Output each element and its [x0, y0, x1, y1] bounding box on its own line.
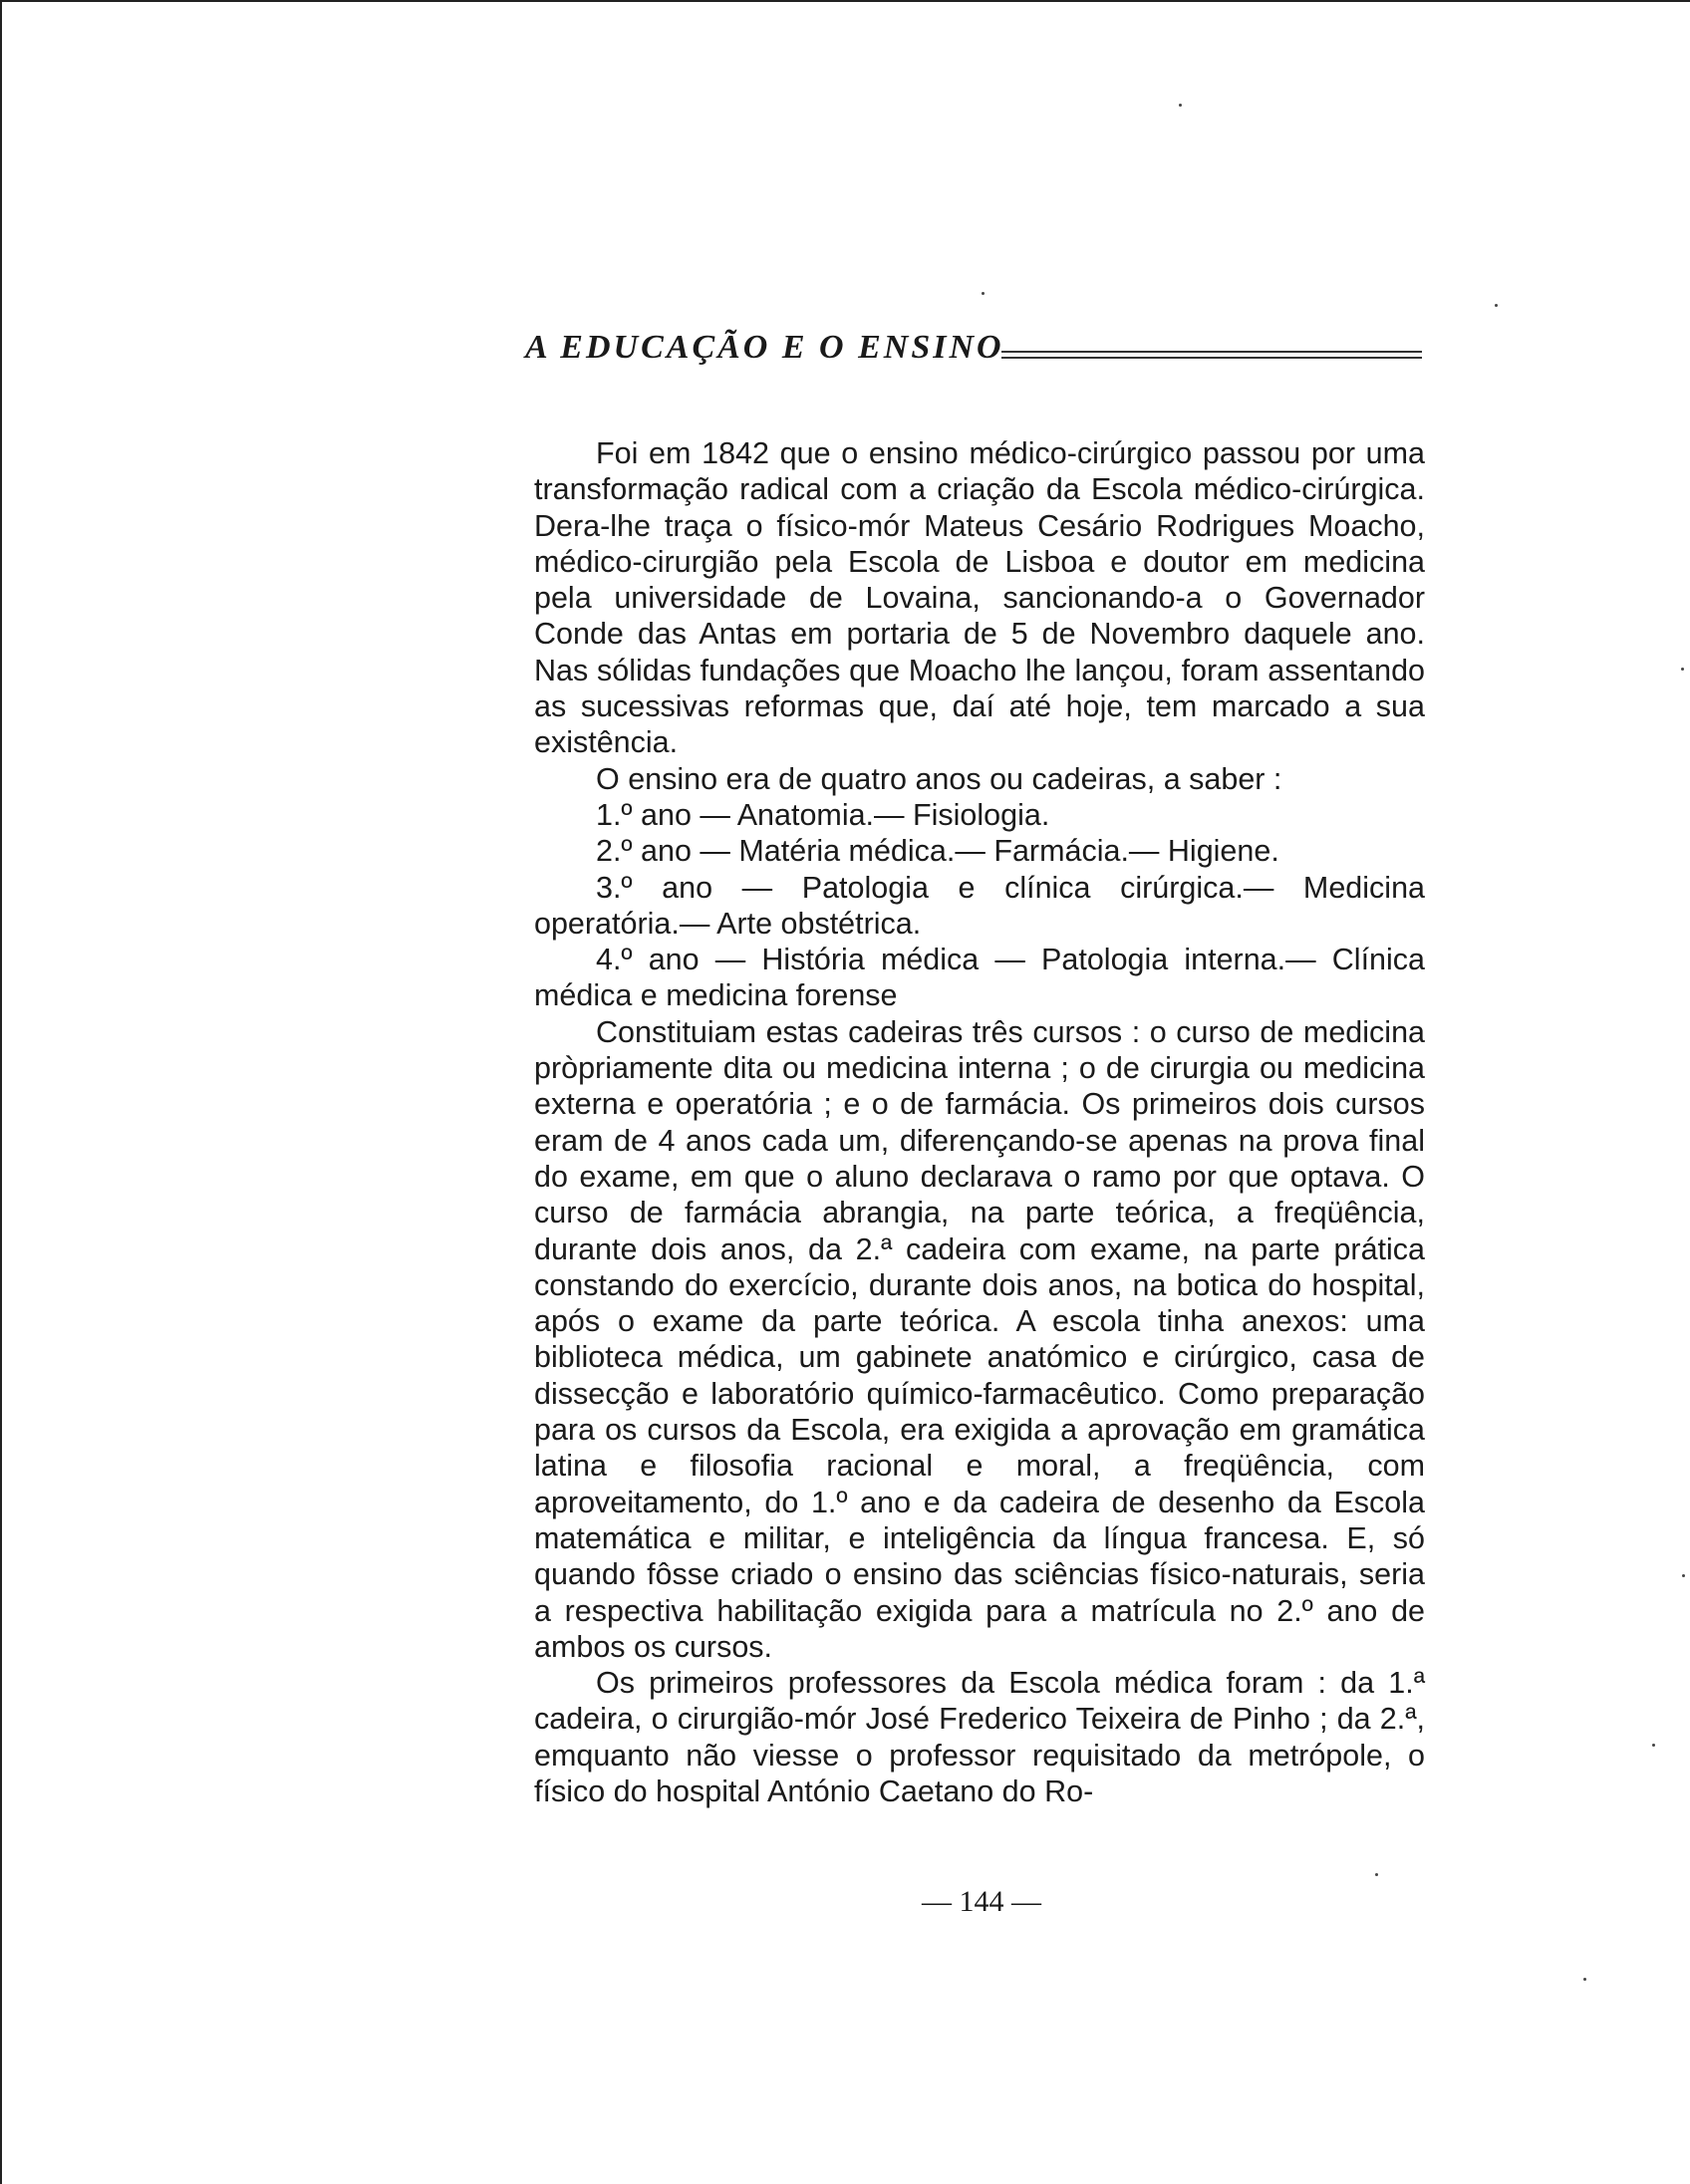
- list-item-year-2: 2.º ano — Matéria médica.— Farmácia.— Higiene.: [596, 834, 1279, 869]
- paragraph-history: Foi em 1842 que o ensino médico-cirúrgico passou por uma transformação radical com a criação da Escola médico-cirúrgica. Dera-lhe traça o físico-mór Mateus Cesário Rodrigues Moacho, médico-cirurgião pela Escola de Lisboa e doutor em medicina pela universidade de Lovaina, sancionando-a o Governador Conde das Antas em portaria de 5 de Novembro daquele ano. Nas sólidas fundações que Moacho lhe lançou, foram assentando as sucessivas reformas que, daí até hoje, tem marcado a sua existência.: [534, 436, 1425, 760]
- list-item-year-4: 4.º ano — História médica — Patologia interna.— Clínica médica e medicina forense: [534, 943, 1425, 1013]
- list-item-year-3: 3.º ano — Patologia e clínica cirúrgica.— Medicina operatória.— Arte obstétrica.: [534, 870, 1425, 941]
- page-number: — 144 —: [922, 1885, 1041, 1918]
- paragraph-course-intro: O ensino era de quatro anos ou cadeiras, a saber :: [596, 761, 1282, 796]
- scan-speck: [1583, 1978, 1586, 1981]
- list-item-year-1: 1.º ano — Anatomia.— Fisiologia.: [596, 797, 1050, 832]
- scan-speck: [1375, 1873, 1378, 1876]
- header-title: A EDUCAÇÃO E O ENSINO: [525, 329, 1004, 366]
- scan-speck: [1495, 304, 1498, 307]
- paragraph-professors: Os primeiros professores da Escola médica foram : da 1.ª cadeira, o cirurgião-mór José Frederico Teixeira de Pinho ; da 2.ª, emquanto não viesse o professor requisitado da metrópole, o físico do hospital António Caetano do Ro-: [534, 1666, 1425, 1808]
- scan-speck: [982, 292, 985, 295]
- running-header: [525, 329, 1422, 379]
- scan-speck: [1179, 104, 1182, 107]
- header-double-rule: [1001, 351, 1422, 359]
- body-text: [534, 435, 1425, 1809]
- scan-speck: [1652, 1744, 1655, 1747]
- paragraph-courses: Constituiam estas cadeiras três cursos : o curso de medicina pròpriamente dita ou medicina interna ; o de cirurgia ou medicina externa e operatória ; e o de farmácia. Os primeiros dois cursos eram de 4 anos cada um, diferençando-se apenas na prova final do exame, em que o aluno declarava o ramo por que optava. O curso de farmácia abrangia, na parte teórica, a freqüência, durante dois anos, da 2.ª cadeira com exame, na parte prática constando do exercício, durante dois anos, na botica do hospital, após o exame da parte teórica. A escola tinha anexos: uma biblioteca médica, um gabinete anatómico e cirúrgico, casa de dissecção e laboratório químico-farmacêutico. Como preparação para os cursos da Escola, era exigida a aprovação em gramática latina e filosofia racional e moral, a freqüência, com aproveitamento, do 1.º ano e da cadeira de desenho da Escola matemática e militar, e inteligência da língua francesa. E, só quando fôsse criado o ensino das sciências físico-naturais, seria a respectiva habilitação exigida para a matrícula no 2.º ano de ambos os cursos.: [534, 1014, 1425, 1664]
- scan-speck: [1681, 668, 1684, 671]
- scan-speck: [1682, 1574, 1685, 1577]
